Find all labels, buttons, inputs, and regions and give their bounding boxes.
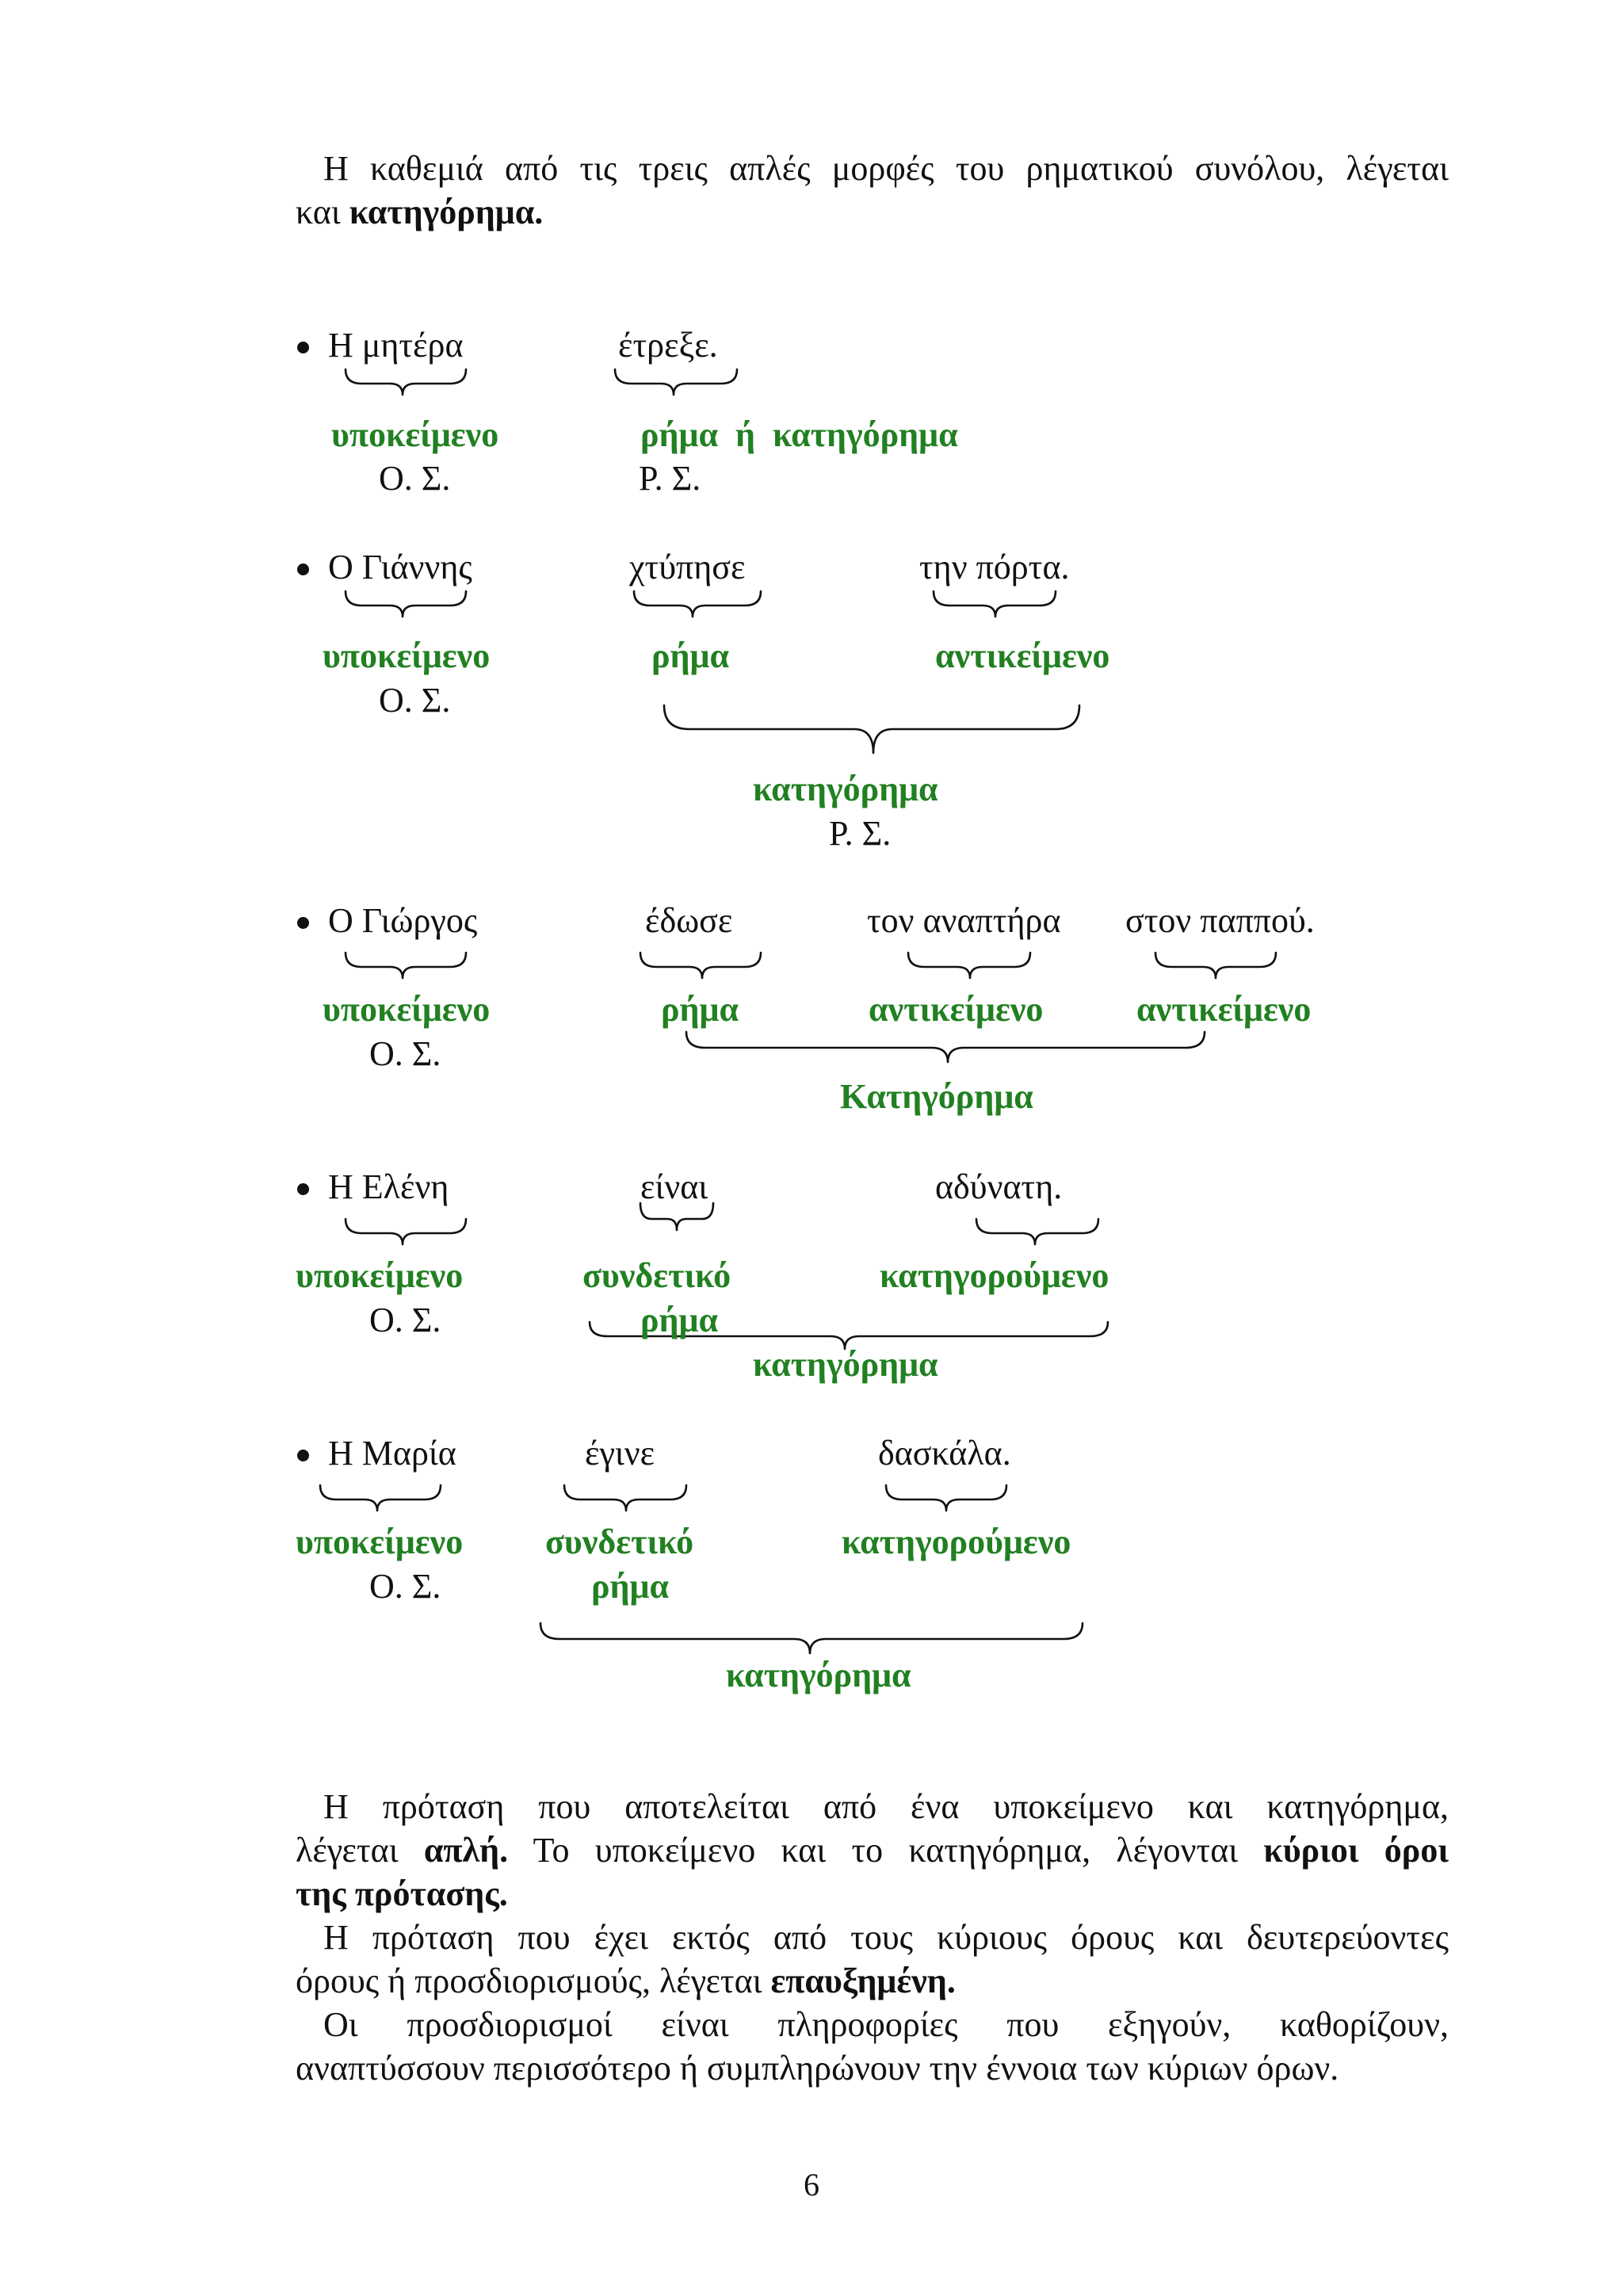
label-verb: ρήμα (651, 636, 730, 675)
sublabel-noun-phrase: Ο. Σ. (369, 1301, 441, 1339)
group-brace (664, 705, 1079, 753)
verb-word: έγινε (585, 1434, 655, 1473)
underbrace (640, 953, 761, 978)
label-object: αντικείμενο (1136, 990, 1312, 1029)
sublabel-noun-phrase: Ο. Σ. (379, 459, 451, 498)
bullet (297, 342, 309, 353)
term-simple: απλή. (423, 1831, 509, 1870)
object-word: την πόρτα. (919, 548, 1070, 586)
sublabel-noun-phrase: Ο. Σ. (369, 1567, 441, 1606)
label-linking-verb-line2: ρήμα (591, 1567, 670, 1606)
sublabel-verb-phrase: Ρ. Σ. (639, 459, 701, 498)
predicative-word: αδύνατη. (935, 1167, 1063, 1206)
underbrace (615, 369, 737, 395)
closing-line: αναπτύσσουν περισσότερο ή συμπληρώνουν την έννοια των κύριων όρων. (296, 2049, 1339, 2088)
underbrace (976, 1219, 1098, 1244)
bullet (297, 1183, 309, 1195)
label-subject: υποκείμενο (296, 1256, 464, 1295)
closing-text: λέγεται (296, 1831, 424, 1870)
underbrace (346, 953, 466, 978)
label-object: αντικείμενο (935, 636, 1110, 675)
verb-word: είναι (640, 1167, 708, 1206)
sublabel-noun-phrase: Ο. Σ. (369, 1034, 441, 1073)
sublabel-noun-phrase: Ο. Σ. (379, 681, 451, 720)
subject-word: Η Ελένη (328, 1167, 449, 1206)
closing-line (296, 1959, 1449, 2003)
group-brace (686, 1032, 1205, 1062)
bullet (297, 1450, 309, 1461)
intro-line-2-prefix: και (296, 193, 349, 231)
underbrace (346, 1219, 466, 1244)
label-linking: συνδετικό (582, 1256, 731, 1295)
predicative-word: δασκάλα. (878, 1434, 1011, 1473)
label-linking-verb-line2: ρήμα (640, 1301, 719, 1339)
label-predicate: κατηγόρημα (753, 1345, 938, 1384)
label-verb-or-predicate: ρήμα ή κατηγόρημα (640, 415, 958, 454)
page-number: 6 (804, 2167, 819, 2202)
closing-line: Η πρόταση που έχει εκτός από τους κύριους όρους και δευτερεύοντες (323, 1918, 1449, 1957)
label-predicative: κατηγορούμενο (880, 1256, 1109, 1295)
closing-line (296, 1872, 1449, 1916)
label-subject: υποκείμενο (323, 636, 491, 675)
closing-line: Οι προσδιορισμοί είναι πληροφορίες που εξηγούν, καθορίζουν, (323, 2005, 1449, 2044)
subject-word: Ο Γιάννης (328, 548, 472, 586)
label-subject: υποκείμενο (331, 415, 499, 454)
underbrace (886, 1485, 1006, 1511)
closing-paragraph (296, 1785, 1449, 2090)
intro-line-1: Η καθεμιά από τις τρεις απλές μορφές του ρηματικού συνόλου, λέγεται (323, 149, 1449, 188)
underbrace (320, 1485, 441, 1511)
subject-word: Η Μαρία (328, 1434, 456, 1473)
intro-term-kategorima: κατηγόρημα. (349, 193, 544, 231)
label-predicate: κατηγόρημα (726, 1656, 911, 1694)
group-brace (540, 1623, 1083, 1653)
closing-text: όρους ή προσδιορισμούς, λέγεται (296, 1962, 771, 2000)
term-extended: επαυξημένη. (770, 1962, 956, 2000)
closing-line: Η πρόταση που αποτελείται από ένα υποκείμενο και κατηγόρημα, (323, 1787, 1449, 1826)
label-predicate: Κατηγόρημα (840, 1077, 1033, 1116)
underbrace (346, 591, 466, 617)
subject-word: Η μητέρα (328, 326, 464, 365)
object-word: τον αναπτήρα (867, 901, 1061, 940)
verb-word: έτρεξε. (618, 326, 718, 365)
underbrace (634, 591, 761, 617)
label-subject: υποκείμενο (323, 990, 491, 1029)
term-main-terms: κύριοι όροι (1263, 1831, 1449, 1870)
label-predicate: κατηγόρημα (753, 770, 938, 808)
underbrace (934, 591, 1056, 617)
term-of-sentence: της πρότασης. (296, 1874, 508, 1913)
label-verb: ρήμα (661, 990, 739, 1029)
closing-line (296, 1828, 1449, 1872)
underbrace (908, 953, 1030, 978)
subject-word: Ο Γιώργος (328, 901, 478, 940)
verb-word: έδωσε (645, 901, 733, 940)
verb-word: χτύπησε (629, 548, 746, 586)
bullet (297, 563, 309, 575)
sublabel-verb-phrase: Ρ. Σ. (829, 814, 892, 853)
label-predicative: κατηγορούμενο (842, 1522, 1071, 1561)
label-object: αντικείμενο (869, 990, 1044, 1029)
underbrace (564, 1485, 686, 1511)
bullet (297, 917, 309, 929)
underbrace (346, 369, 466, 395)
label-subject: υποκείμενο (296, 1522, 464, 1561)
object-word: στον παππού. (1125, 901, 1315, 940)
underbrace (640, 1203, 713, 1230)
closing-text: Το υποκείμενο και το κατηγόρημα, λέγονται (508, 1831, 1264, 1870)
label-linking: συνδετικό (545, 1522, 694, 1561)
underbrace (1155, 953, 1276, 978)
